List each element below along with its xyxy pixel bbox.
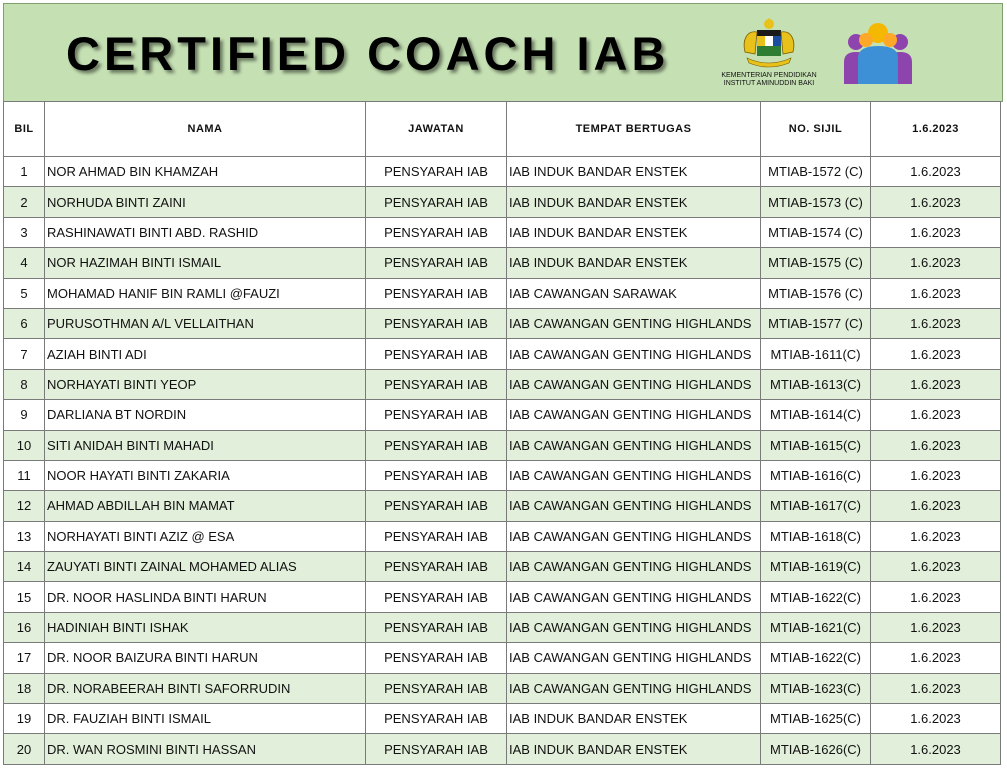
cell-jawatan: PENSYARAH IAB (366, 643, 507, 673)
cell-bil: 3 (4, 217, 45, 247)
cell-nama: DR. FAUZIAH BINTI ISMAIL (45, 704, 366, 734)
table-body (4, 157, 1001, 765)
cell-sijil: MTIAB-1622(C) (761, 582, 871, 612)
cell-nama: DR. NOOR HASLINDA BINTI HARUN (45, 582, 366, 612)
column-header-bil: BIL (4, 102, 45, 157)
cell-nama: DR. NOOR BAIZURA BINTI HARUN (45, 643, 366, 673)
cell-sijil: MTIAB-1617(C) (761, 491, 871, 521)
table-row (4, 157, 1001, 187)
cell-jawatan: PENSYARAH IAB (366, 704, 507, 734)
cell-jawatan: PENSYARAH IAB (366, 278, 507, 308)
table-row (4, 734, 1001, 764)
column-header-nama: NAMA (45, 102, 366, 157)
cell-date: 1.6.2023 (871, 157, 1001, 187)
cell-date: 1.6.2023 (871, 582, 1001, 612)
cell-bil: 5 (4, 278, 45, 308)
cell-tempat: IAB CAWANGAN GENTING HIGHLANDS (507, 612, 761, 642)
cell-sijil: MTIAB-1626(C) (761, 734, 871, 764)
table-row (4, 582, 1001, 612)
table-row (4, 217, 1001, 247)
table-header-row (4, 102, 1001, 157)
cell-date: 1.6.2023 (871, 308, 1001, 338)
table-row (4, 521, 1001, 551)
cell-nama: NOR HAZIMAH BINTI ISMAIL (45, 248, 366, 278)
cell-tempat: IAB CAWANGAN GENTING HIGHLANDS (507, 552, 761, 582)
cell-tempat: IAB CAWANGAN GENTING HIGHLANDS (507, 460, 761, 490)
cell-jawatan: PENSYARAH IAB (366, 491, 507, 521)
table-row (4, 643, 1001, 673)
cell-date: 1.6.2023 (871, 278, 1001, 308)
cell-jawatan: PENSYARAH IAB (366, 734, 507, 764)
cell-nama: DARLIANA BT NORDIN (45, 400, 366, 430)
cell-date: 1.6.2023 (871, 612, 1001, 642)
cell-nama: NOR AHMAD BIN KHAMZAH (45, 157, 366, 187)
coach-table (3, 101, 1001, 765)
cell-nama: RASHINAWATI BINTI ABD. RASHID (45, 217, 366, 247)
cell-sijil: MTIAB-1576 (C) (761, 278, 871, 308)
cell-jawatan: PENSYARAH IAB (366, 400, 507, 430)
cell-bil: 10 (4, 430, 45, 460)
cell-bil: 9 (4, 400, 45, 430)
cell-sijil: MTIAB-1622(C) (761, 643, 871, 673)
table-row (4, 248, 1001, 278)
cell-date: 1.6.2023 (871, 704, 1001, 734)
cell-nama: DR. WAN ROSMINI BINTI HASSAN (45, 734, 366, 764)
column-header-date: 1.6.2023 (871, 102, 1001, 157)
malaysia-crest-icon (737, 18, 801, 70)
cell-jawatan: PENSYARAH IAB (366, 339, 507, 369)
table-row (4, 612, 1001, 642)
cell-sijil: MTIAB-1618(C) (761, 521, 871, 551)
table-row (4, 460, 1001, 490)
cell-tempat: IAB CAWANGAN GENTING HIGHLANDS (507, 339, 761, 369)
cell-bil: 7 (4, 339, 45, 369)
cell-bil: 8 (4, 369, 45, 399)
cell-tempat: IAB CAWANGAN GENTING HIGHLANDS (507, 308, 761, 338)
cell-jawatan: PENSYARAH IAB (366, 673, 507, 703)
cell-jawatan: PENSYARAH IAB (366, 248, 507, 278)
table-row (4, 187, 1001, 217)
cell-bil: 18 (4, 673, 45, 703)
ministry-caption (710, 72, 828, 88)
table-row (4, 278, 1001, 308)
cell-tempat: IAB CAWANGAN GENTING HIGHLANDS (507, 521, 761, 551)
cell-sijil: MTIAB-1575 (C) (761, 248, 871, 278)
cell-sijil: MTIAB-1611(C) (761, 339, 871, 369)
cell-bil: 16 (4, 612, 45, 642)
cell-bil: 2 (4, 187, 45, 217)
cell-tempat: IAB CAWANGAN GENTING HIGHLANDS (507, 430, 761, 460)
cell-jawatan: PENSYARAH IAB (366, 521, 507, 551)
table-row (4, 673, 1001, 703)
cell-tempat: IAB CAWANGAN GENTING HIGHLANDS (507, 491, 761, 521)
table-row (4, 430, 1001, 460)
cell-bil: 14 (4, 552, 45, 582)
cell-date: 1.6.2023 (871, 643, 1001, 673)
cell-jawatan: PENSYARAH IAB (366, 217, 507, 247)
table-row (4, 704, 1001, 734)
cell-sijil: MTIAB-1619(C) (761, 552, 871, 582)
cell-date: 1.6.2023 (871, 460, 1001, 490)
cell-tempat: IAB CAWANGAN GENTING HIGHLANDS (507, 582, 761, 612)
cell-jawatan: PENSYARAH IAB (366, 308, 507, 338)
column-header-sijil: NO. SIJIL (761, 102, 871, 157)
page-title: CERTIFIED COACH IAB (66, 27, 670, 80)
cell-nama: HADINIAH BINTI ISHAK (45, 612, 366, 642)
cell-date: 1.6.2023 (871, 673, 1001, 703)
table-row (4, 552, 1001, 582)
cell-date: 1.6.2023 (871, 248, 1001, 278)
ministry-line-1: KEMENTERIAN PENDIDIKAN (721, 72, 817, 79)
cell-sijil: MTIAB-1572 (C) (761, 157, 871, 187)
cell-nama: NORHAYATI BINTI YEOP (45, 369, 366, 399)
cell-bil: 15 (4, 582, 45, 612)
cell-jawatan: PENSYARAH IAB (366, 187, 507, 217)
cell-bil: 17 (4, 643, 45, 673)
cell-jawatan: PENSYARAH IAB (366, 552, 507, 582)
cell-sijil: MTIAB-1613(C) (761, 369, 871, 399)
cell-jawatan: PENSYARAH IAB (366, 430, 507, 460)
cell-sijil: MTIAB-1616(C) (761, 460, 871, 490)
cell-jawatan: PENSYARAH IAB (366, 460, 507, 490)
cell-bil: 6 (4, 308, 45, 338)
cell-nama: DR. NORABEERAH BINTI SAFORRUDIN (45, 673, 366, 703)
ministry-line-2: INSTITUT AMINUDDIN BAKI (723, 80, 815, 87)
cell-nama: AHMAD ABDILLAH BIN MAMAT (45, 491, 366, 521)
cell-date: 1.6.2023 (871, 552, 1001, 582)
table-row (4, 308, 1001, 338)
coaching-people-icon (842, 22, 914, 86)
cell-date: 1.6.2023 (871, 521, 1001, 551)
table-row (4, 491, 1001, 521)
cell-tempat: IAB INDUK BANDAR ENSTEK (507, 734, 761, 764)
cell-tempat: IAB INDUK BANDAR ENSTEK (507, 704, 761, 734)
cell-tempat: IAB CAWANGAN GENTING HIGHLANDS (507, 400, 761, 430)
table-row (4, 369, 1001, 399)
table-row (4, 400, 1001, 430)
cell-date: 1.6.2023 (871, 217, 1001, 247)
column-header-jawatan: JAWATAN (366, 102, 507, 157)
cell-date: 1.6.2023 (871, 339, 1001, 369)
cell-jawatan: PENSYARAH IAB (366, 369, 507, 399)
cell-jawatan: PENSYARAH IAB (366, 582, 507, 612)
cell-bil: 19 (4, 704, 45, 734)
cell-bil: 20 (4, 734, 45, 764)
cell-tempat: IAB CAWANGAN GENTING HIGHLANDS (507, 643, 761, 673)
cell-bil: 11 (4, 460, 45, 490)
cell-date: 1.6.2023 (871, 369, 1001, 399)
cell-bil: 4 (4, 248, 45, 278)
title-banner (3, 3, 1003, 102)
cell-sijil: MTIAB-1625(C) (761, 704, 871, 734)
cell-tempat: IAB CAWANGAN SARAWAK (507, 278, 761, 308)
cell-bil: 1 (4, 157, 45, 187)
cell-tempat: IAB CAWANGAN GENTING HIGHLANDS (507, 673, 761, 703)
cell-tempat: IAB INDUK BANDAR ENSTEK (507, 217, 761, 247)
cell-nama: MOHAMAD HANIF BIN RAMLI @FAUZI (45, 278, 366, 308)
cell-sijil: MTIAB-1573 (C) (761, 187, 871, 217)
cell-jawatan: PENSYARAH IAB (366, 612, 507, 642)
cell-tempat: IAB CAWANGAN GENTING HIGHLANDS (507, 369, 761, 399)
cell-date: 1.6.2023 (871, 734, 1001, 764)
cell-tempat: IAB INDUK BANDAR ENSTEK (507, 248, 761, 278)
cell-sijil: MTIAB-1621(C) (761, 612, 871, 642)
cell-date: 1.6.2023 (871, 430, 1001, 460)
cell-nama: NORHUDA BINTI ZAINI (45, 187, 366, 217)
cell-nama: AZIAH BINTI ADI (45, 339, 366, 369)
cell-nama: NORHAYATI BINTI AZIZ @ ESA (45, 521, 366, 551)
cell-sijil: MTIAB-1574 (C) (761, 217, 871, 247)
cell-nama: NOOR HAYATI BINTI ZAKARIA (45, 460, 366, 490)
cell-nama: PURUSOTHMAN A/L VELLAITHAN (45, 308, 366, 338)
cell-sijil: MTIAB-1615(C) (761, 430, 871, 460)
cell-sijil: MTIAB-1577 (C) (761, 308, 871, 338)
cell-sijil: MTIAB-1614(C) (761, 400, 871, 430)
cell-tempat: IAB INDUK BANDAR ENSTEK (507, 157, 761, 187)
cell-nama: SITI ANIDAH BINTI MAHADI (45, 430, 366, 460)
cell-nama: ZAUYATI BINTI ZAINAL MOHAMED ALIAS (45, 552, 366, 582)
cell-bil: 12 (4, 491, 45, 521)
cell-sijil: MTIAB-1623(C) (761, 673, 871, 703)
cell-jawatan: PENSYARAH IAB (366, 157, 507, 187)
cell-bil: 13 (4, 521, 45, 551)
cell-date: 1.6.2023 (871, 400, 1001, 430)
cell-date: 1.6.2023 (871, 491, 1001, 521)
cell-tempat: IAB INDUK BANDAR ENSTEK (507, 187, 761, 217)
table-row (4, 339, 1001, 369)
cell-date: 1.6.2023 (871, 187, 1001, 217)
column-header-tempat: TEMPAT BERTUGAS (507, 102, 761, 157)
